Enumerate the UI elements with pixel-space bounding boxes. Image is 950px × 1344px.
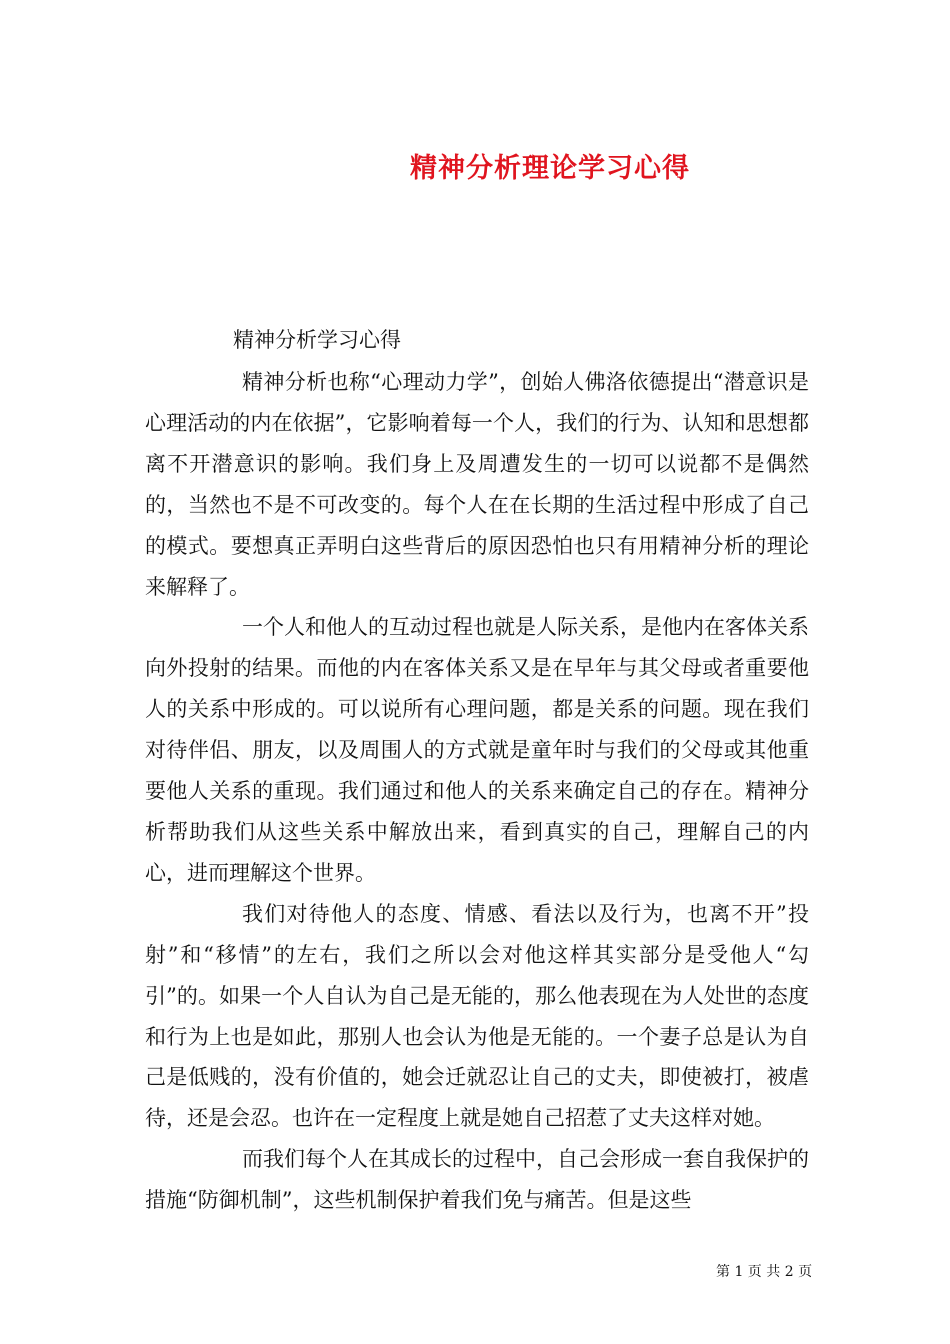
- paragraph: 我们对待他人的态度、情感、看法以及行为，也离不开”投射”和“移情”的左右，我们之所以会对他这样其实部分是受他人“勾引”的。如果一个人自认为自己是无能的，那么他表现在为人处世的态度和行为上也是如此，那别人也会认为他是无能的。一个妻子总是认为自己是低贱的，没有价值的，她会迁就忍让自己的丈夫，即使被打，被虐待，还是会忍。也许在一定程度上就是她自己招惹了丈夫这样对她。: [145, 901, 809, 1131]
- paragraph: 精神分析也称“心理动力学”，创始人佛洛依德提出“潜意识是心理活动的内在依据”，它影响着每一个人，我们的行为、认知和思想都离不开潜意识的影响。我们身上及周遭发生的一切可以说都不是偶然的，当然也不是不可改变的。每个人在在长期的生活过程中形成了自己的模式。要想真正弄明白这些背后的原因恐怕也只有用精神分析的理论来解释了。: [145, 370, 809, 599]
- document-body: [145, 362, 809, 1221]
- document-title: 精神分析理论学习心得: [410, 153, 690, 185]
- page-number: 第 1 页 共 2 页: [716, 1264, 813, 1280]
- paragraph: 一个人和他人的互动过程也就是人际关系，是他内在客体关系向外投射的结果。而他的内在客体关系又是在早年与其父母或者重要他人的关系中形成的。可以说所有心理问题，都是关系的问题。现在我们对待伴侣、朋友，以及周围人的方式就是童年时与我们的父母或其他重要他人关系的重现。我们通过和他人的关系来确定自己的存在。精神分析帮助我们从这些关系中解放出来，看到真实的自己，理解自己的内心，进而理解这个世界。: [145, 615, 809, 885]
- paragraph: 而我们每个人在其成长的过程中，自己会形成一套自我保护的措施“防御机制”，这些机制保护着我们免与痛苦。但是这些: [145, 1147, 809, 1213]
- document-subtitle: 精神分析学习心得: [233, 328, 401, 352]
